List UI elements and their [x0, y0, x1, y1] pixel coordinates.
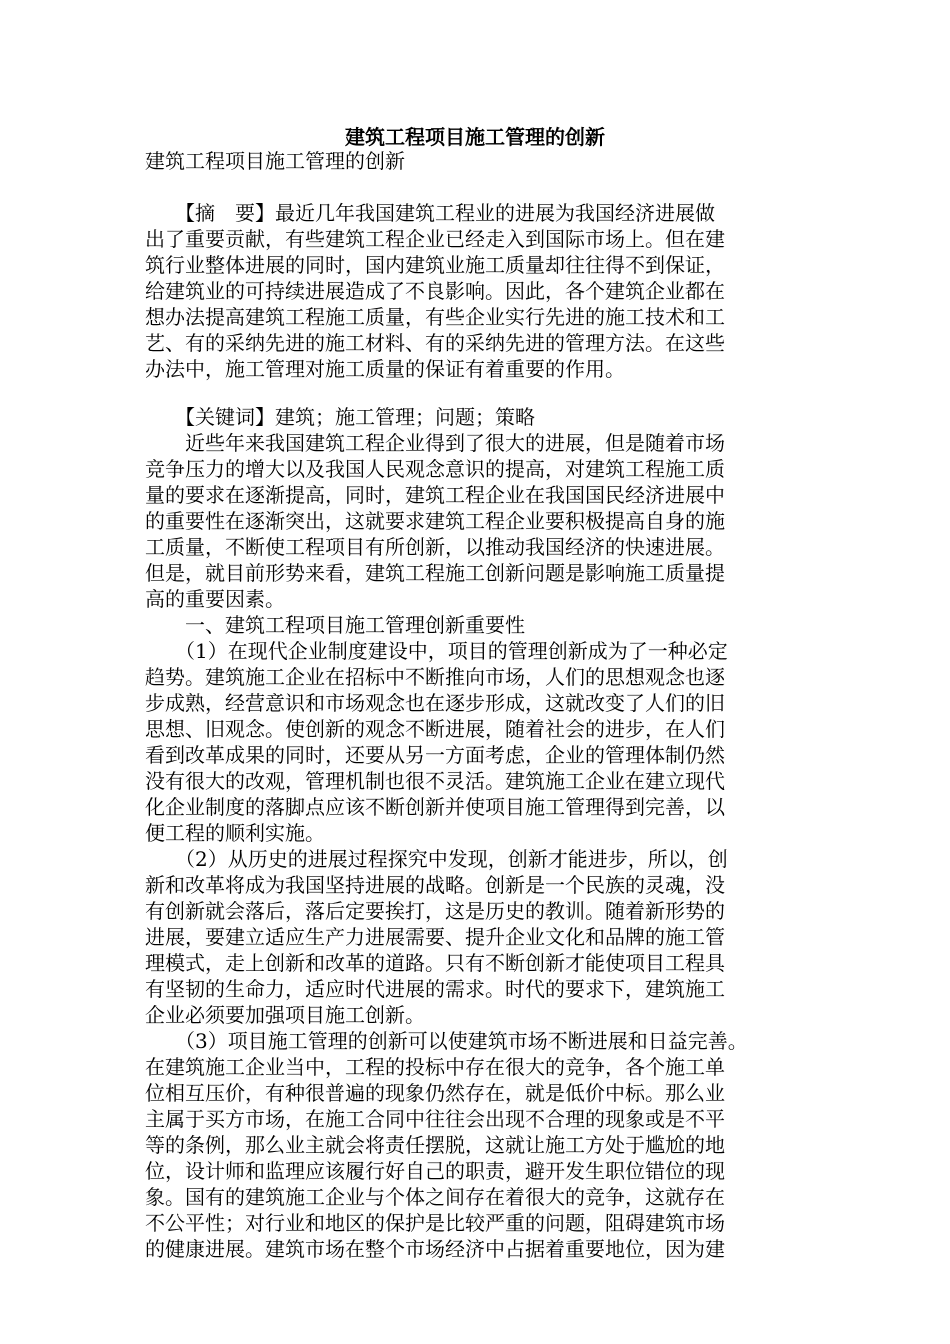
paragraph-line: 近些年来我国建筑工程企业得到了很大的进展，但是随着市场	[145, 431, 725, 455]
paragraph-line: （2）从历史的进展过程探究中发现，创新才能进步，所以，创	[145, 847, 728, 871]
paragraph-line: 但是，就目前形势来看，建筑工程施工创新问题是影响施工质量提	[145, 561, 725, 585]
paragraph-line: 象。国有的建筑施工企业与个体之间存在着很大的竞争，这就存在	[145, 1185, 725, 1209]
paragraph-line: 没有很大的改观，管理机制也很不灵活。建筑施工企业在建立现代	[145, 769, 725, 793]
paragraph-line: 的重要性在逐渐突出，这就要求建筑工程企业要积极提高自身的施	[145, 509, 725, 533]
paragraph-line: 便工程的顺利实施。	[145, 821, 325, 845]
paragraph-line: 位，设计师和监理应该履行好自己的职责，避开发生职位错位的现	[145, 1159, 725, 1183]
paragraph-line: 艺、有的采纳先进的施工材料、有的采纳先进的管理方法。在这些	[145, 331, 725, 355]
paragraph-line: 进展，要建立适应生产力进展需要、提升企业文化和品牌的施工管	[145, 925, 725, 949]
paragraph-line: 不公平性；对行业和地区的保护是比较严重的问题，阻碍建筑市场	[145, 1211, 725, 1235]
paragraph-line: 工质量，不断使工程项目有所创新，以推动我国经济的快速进展。	[145, 535, 725, 559]
paragraph-line: 有坚韧的生命力，适应时代进展的需求。时代的要求下，建筑施工	[145, 977, 725, 1001]
paragraph-line: 一、建筑工程项目施工管理创新重要性	[145, 613, 525, 637]
paragraph-line: 等的条例，那么业主就会将责任摆脱，这就让施工方处于尴尬的地	[145, 1133, 725, 1157]
paragraph-line: 在建筑施工企业当中，工程的投标中存在很大的竞争，各个施工单	[145, 1055, 725, 1079]
paragraph-line: 思想、旧观念。使创新的观念不断进展，随着社会的进步，在人们	[145, 717, 725, 741]
paragraph-line: 化企业制度的落脚点应该不断创新并使项目施工管理得到完善，以	[145, 795, 725, 819]
paragraph-line: 步成熟，经营意识和市场观念也在逐步形成，这就改变了人们的旧	[145, 691, 725, 715]
paragraph-line: 竞争压力的增大以及我国人民观念意识的提高，对建筑工程施工质	[145, 457, 725, 481]
paragraph-line: 的健康进展。建筑市场在整个市场经济中占据着重要地位，因为建	[145, 1237, 725, 1261]
paragraph-line: 想办法提高建筑工程施工质量，有些企业实行先进的施工技术和工	[145, 305, 725, 329]
paragraph-line: 给建筑业的可持续进展造成了不良影响。因此，各个建筑企业都在	[145, 279, 725, 303]
paragraph-line: 企业必须要加强项目施工创新。	[145, 1003, 425, 1027]
paragraph-line: 理模式，走上创新和改革的道路。只有不断创新才能使项目工程具	[145, 951, 725, 975]
paragraph-line: 高的重要因素。	[145, 587, 285, 611]
paragraph-line: 新和改革将成为我国坚持进展的战略。创新是一个民族的灵魂，没	[145, 873, 725, 897]
paragraph-line: （1）在现代企业制度建设中，项目的管理创新成为了一种必定	[145, 639, 728, 663]
document-subtitle: 建筑工程项目施工管理的创新	[145, 149, 405, 173]
paragraph-line: 【关键词】建筑；施工管理；问题；策略	[145, 405, 535, 429]
paragraph-line: 看到改革成果的同时，还要从另一方面考虑，企业的管理体制仍然	[145, 743, 725, 767]
paragraph-line: 筑行业整体进展的同时，国内建筑业施工质量却往往得不到保证，	[145, 253, 725, 277]
paragraph-line: 位相互压价，有种很普遍的现象仍然存在，就是低价中标。那么业	[145, 1081, 725, 1105]
paragraph-line: 趋势。建筑施工企业在招标中不断推向市场，人们的思想观念也逐	[145, 665, 725, 689]
paragraph-line: 办法中，施工管理对施工质量的保证有着重要的作用。	[145, 357, 625, 381]
paragraph-line: （3）项目施工管理的创新可以使建筑市场不断进展和日益完善。	[145, 1029, 748, 1053]
paragraph-line: 量的要求在逐渐提高，同时，建筑工程企业在我国国民经济进展中	[145, 483, 725, 507]
document-title: 建筑工程项目施工管理的创新	[345, 125, 605, 149]
paragraph-line: 主属于买方市场，在施工合同中往往会出现不合理的现象或是不平	[145, 1107, 725, 1131]
paragraph-line: 出了重要贡献，有些建筑工程企业已经走入到国际市场上。但在建	[145, 227, 725, 251]
paragraph-line: 【摘 要】最近几年我国建筑工程业的进展为我国经济进展做	[145, 201, 715, 225]
paragraph-line: 有创新就会落后，落后定要挨打，这是历史的教训。随着新形势的	[145, 899, 725, 923]
